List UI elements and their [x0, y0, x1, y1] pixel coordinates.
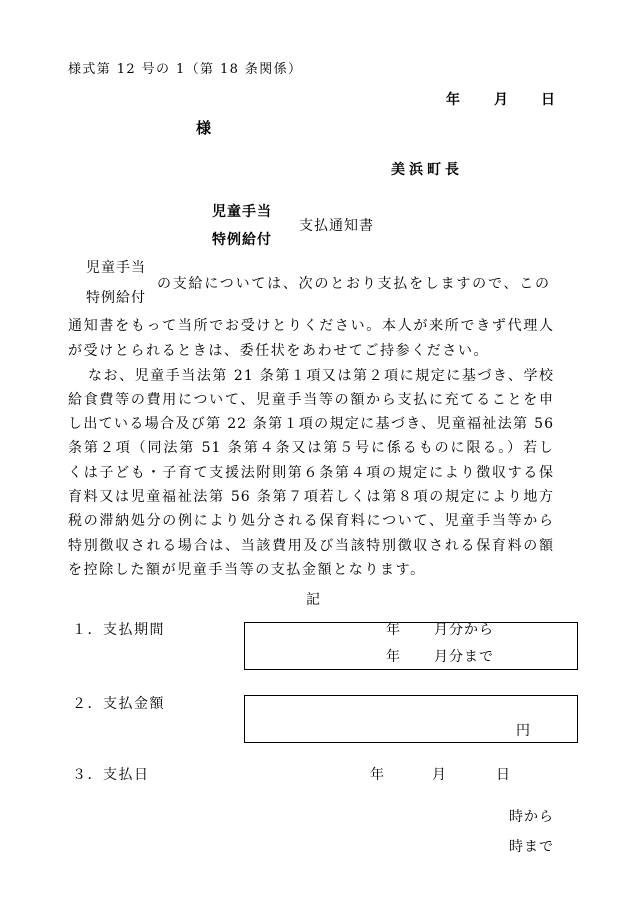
page-title: 支払通知書	[299, 218, 374, 234]
pay-date-year: 年	[370, 767, 386, 783]
para2-line: 条第２項（同法第 51 条第４条又は第５号に係るものに限る。）若し	[68, 440, 554, 456]
ki-heading: 記	[306, 592, 322, 608]
pay-date-month: 月	[432, 767, 448, 783]
para2-line: 給食費等の費用について、児童手当等の額から支払に充てることを申	[68, 392, 554, 408]
para1-option-child-allowance: 児童手当	[86, 260, 146, 276]
para2-line: 税の滞納処分の例により処分される保育料について、児童手当等から	[68, 513, 554, 529]
payment-date-label: ３．支払日	[72, 767, 150, 783]
pay-time-from: 時から	[509, 809, 554, 825]
issue-date-day: 日	[541, 92, 557, 108]
para2-line: くは子ども・子育て支援法附則第６条第４項の規定により徴収する保	[68, 465, 554, 481]
para1-line: が受けとられるときは、委任状をあわせてご持参ください。	[68, 343, 490, 359]
title-option-special-benefit: 特例給付	[212, 232, 272, 248]
issue-date-year: 年	[446, 92, 462, 108]
para1-option-special-benefit: 特例給付	[86, 290, 146, 306]
title-option-child-allowance: 児童手当	[212, 204, 272, 220]
pay-date-day: 日	[496, 767, 512, 783]
period-from-year: 年	[386, 622, 402, 638]
sender-name: 美浜町長	[391, 162, 463, 178]
issue-date-month: 月	[494, 92, 510, 108]
para2-line: なお、児童手当法第 21 条第１項又は第２項に規定に基づき、学校	[88, 368, 554, 384]
para2-line: 育料又は児童福祉法第 56 条第７項若しくは第８項の規定により地方	[68, 489, 554, 505]
payment-amount-label: ２．支払金額	[72, 696, 165, 712]
para1-line: 通知書をもって当所でお受けとりください。本人が来所できず代理人	[68, 318, 554, 334]
payment-period-box	[244, 622, 578, 670]
form-number: 様式第 12 号の 1（第 18 条関係）	[68, 62, 303, 77]
pay-time-to: 時まで	[509, 839, 554, 855]
para2-line: を控除した額が児童手当等の支払金額となります。	[68, 562, 426, 578]
para1-line: の支給については、次のとおり支払をしますので、この	[157, 276, 550, 292]
amount-currency: 円	[516, 723, 532, 739]
addressee-honorific: 様	[196, 119, 213, 137]
period-to-year: 年	[386, 649, 402, 665]
period-from-month: 月分から	[434, 622, 494, 638]
para2-line: し出ている場合及び第 22 条第１項の規定に基づき、児童福祉法第 56	[68, 416, 554, 432]
payment-period-label: １．支払期間	[72, 622, 165, 638]
para2-line: 特別徴収される場合は、当該費用及び当該特別徴収される保育料の額	[68, 538, 554, 554]
period-to-month: 月分まで	[434, 649, 494, 665]
